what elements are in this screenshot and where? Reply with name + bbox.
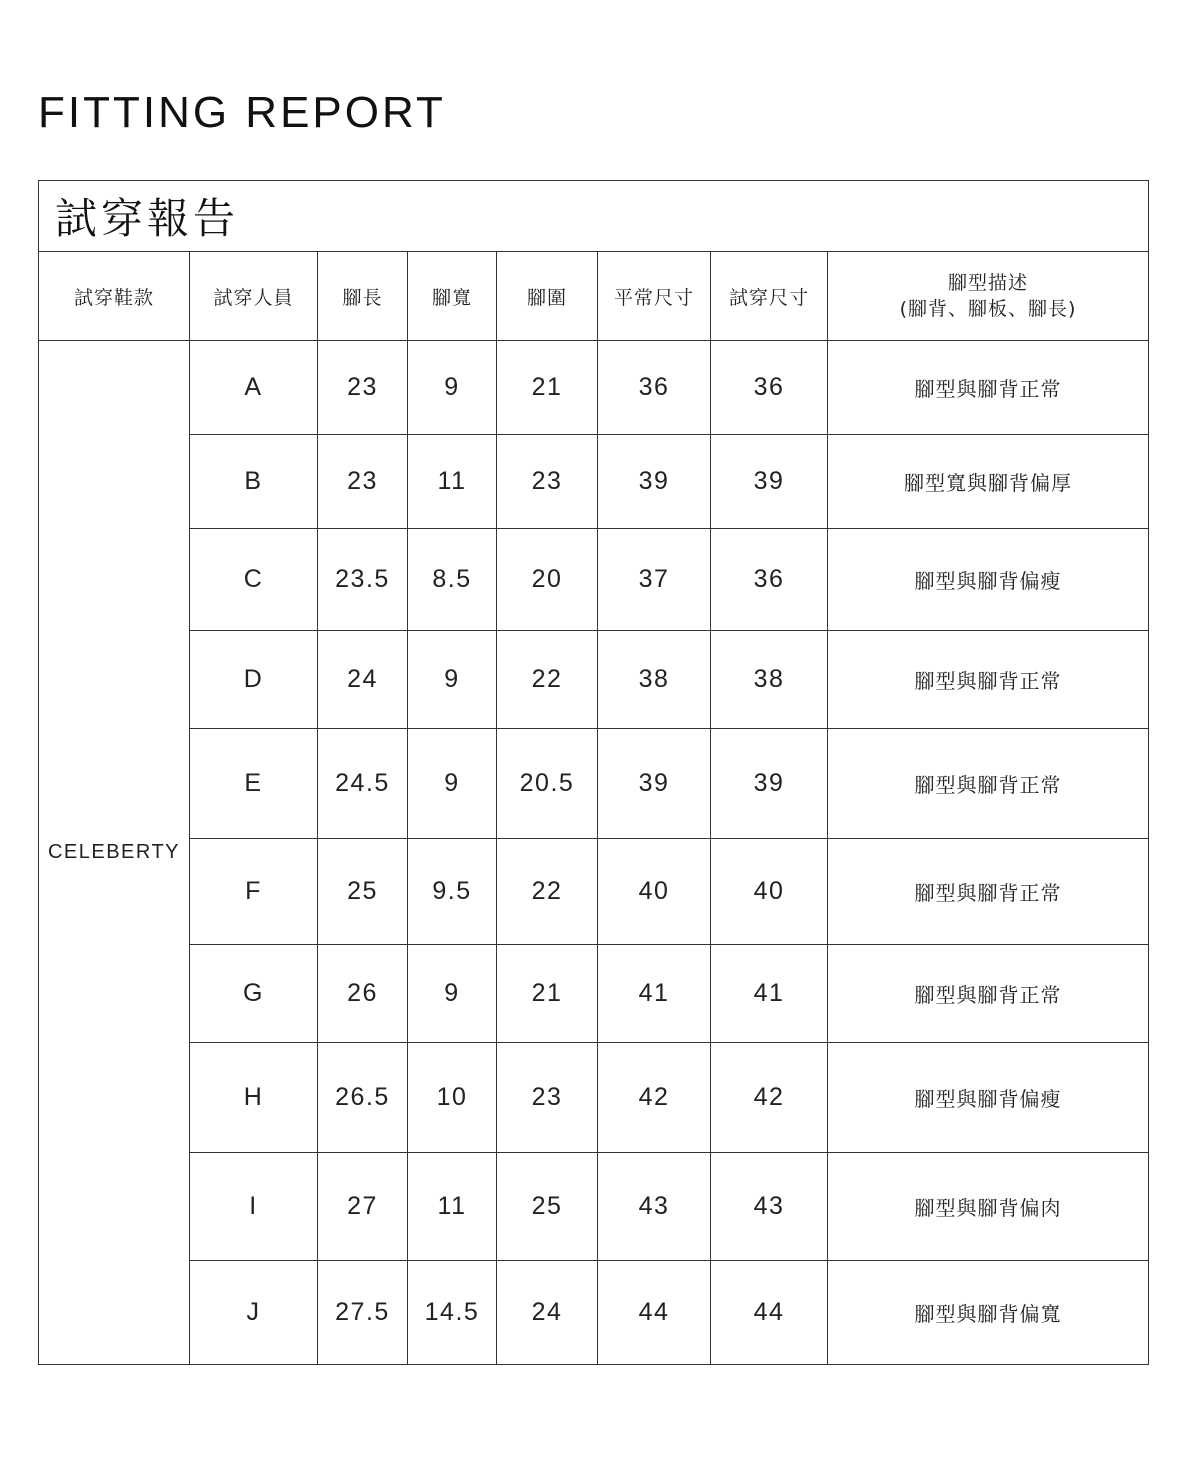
header-length: 腳長 [318,252,408,341]
cell-width: 11 [408,1153,497,1261]
cell-fit-size: 39 [711,435,828,529]
cell-person: J [190,1261,318,1365]
table-row [39,839,1149,945]
cell-girth: 20 [497,529,598,631]
cell-usual-size: 40 [598,839,711,945]
cell-description: 腳型與腳背正常 [828,729,1149,839]
cell-length: 24 [318,631,408,729]
table-row [39,529,1149,631]
cell-girth: 22 [497,839,598,945]
table-row [39,1261,1149,1365]
table-row [39,1043,1149,1153]
header-fit-size: 試穿尺寸 [711,252,828,341]
cell-fit-size: 40 [711,839,828,945]
cell-fit-size: 44 [711,1261,828,1365]
cell-fit-size: 36 [711,341,828,435]
cell-width: 9 [408,729,497,839]
cell-width: 8.5 [408,529,497,631]
cell-person: I [190,1153,318,1261]
cell-description: 腳型與腳背正常 [828,631,1149,729]
table-row [39,1153,1149,1261]
header-width: 腳寬 [408,252,497,341]
cell-girth: 23 [497,435,598,529]
cell-girth: 23 [497,1043,598,1153]
cell-fit-size: 41 [711,945,828,1043]
fitting-table [38,180,1149,1365]
table-row [39,729,1149,839]
header-model: 試穿鞋款 [39,252,190,341]
cell-usual-size: 38 [598,631,711,729]
cell-girth: 20.5 [497,729,598,839]
cell-person: H [190,1043,318,1153]
cell-person: C [190,529,318,631]
cell-fit-size: 43 [711,1153,828,1261]
cell-length: 26.5 [318,1043,408,1153]
table-row [39,631,1149,729]
cell-width: 9 [408,341,497,435]
cell-length: 27 [318,1153,408,1261]
cell-description: 腳型與腳背正常 [828,341,1149,435]
cell-width: 10 [408,1043,497,1153]
cell-description: 腳型與腳背正常 [828,839,1149,945]
cell-width: 14.5 [408,1261,497,1365]
cell-person: F [190,839,318,945]
cell-model: CELEBERTY [39,341,190,1365]
cell-person: D [190,631,318,729]
cell-usual-size: 42 [598,1043,711,1153]
cell-fit-size: 38 [711,631,828,729]
cell-width: 9.5 [408,839,497,945]
header-person: 試穿人員 [190,252,318,341]
cell-girth: 22 [497,631,598,729]
cell-length: 27.5 [318,1261,408,1365]
cell-person: E [190,729,318,839]
cell-width: 9 [408,945,497,1043]
table-row [39,435,1149,529]
cell-girth: 21 [497,341,598,435]
cell-description: 腳型與腳背偏瘦 [828,529,1149,631]
cell-person: B [190,435,318,529]
cell-length: 24.5 [318,729,408,839]
cell-description: 腳型與腳背偏肉 [828,1153,1149,1261]
table-row [39,945,1149,1043]
cell-length: 23 [318,435,408,529]
cell-usual-size: 39 [598,729,711,839]
table-caption: 試穿報告 [39,181,1149,252]
header-description-line1: 腳型描述 [948,272,1029,294]
header-description-line2: (腳背、腳板、腳長) [899,298,1077,320]
cell-description: 腳型與腳背偏寬 [828,1261,1149,1365]
page-title: FITTING REPORT [38,88,446,137]
cell-length: 25 [318,839,408,945]
cell-girth: 25 [497,1153,598,1261]
cell-usual-size: 36 [598,341,711,435]
cell-description: 腳型與腳背正常 [828,945,1149,1043]
cell-person: A [190,341,318,435]
cell-usual-size: 39 [598,435,711,529]
header-girth: 腳圍 [497,252,598,341]
cell-usual-size: 37 [598,529,711,631]
cell-description: 腳型寬與腳背偏厚 [828,435,1149,529]
cell-girth: 21 [497,945,598,1043]
header-description [828,252,1149,341]
cell-fit-size: 42 [711,1043,828,1153]
cell-description: 腳型與腳背偏瘦 [828,1043,1149,1153]
cell-person: G [190,945,318,1043]
cell-usual-size: 43 [598,1153,711,1261]
cell-length: 23 [318,341,408,435]
cell-girth: 24 [497,1261,598,1365]
cell-width: 9 [408,631,497,729]
cell-length: 26 [318,945,408,1043]
cell-length: 23.5 [318,529,408,631]
header-row [39,252,1149,341]
cell-fit-size: 39 [711,729,828,839]
cell-usual-size: 41 [598,945,711,1043]
cell-fit-size: 36 [711,529,828,631]
cell-usual-size: 44 [598,1261,711,1365]
cell-width: 11 [408,435,497,529]
header-usual-size: 平常尺寸 [598,252,711,341]
table-row [39,341,1149,435]
